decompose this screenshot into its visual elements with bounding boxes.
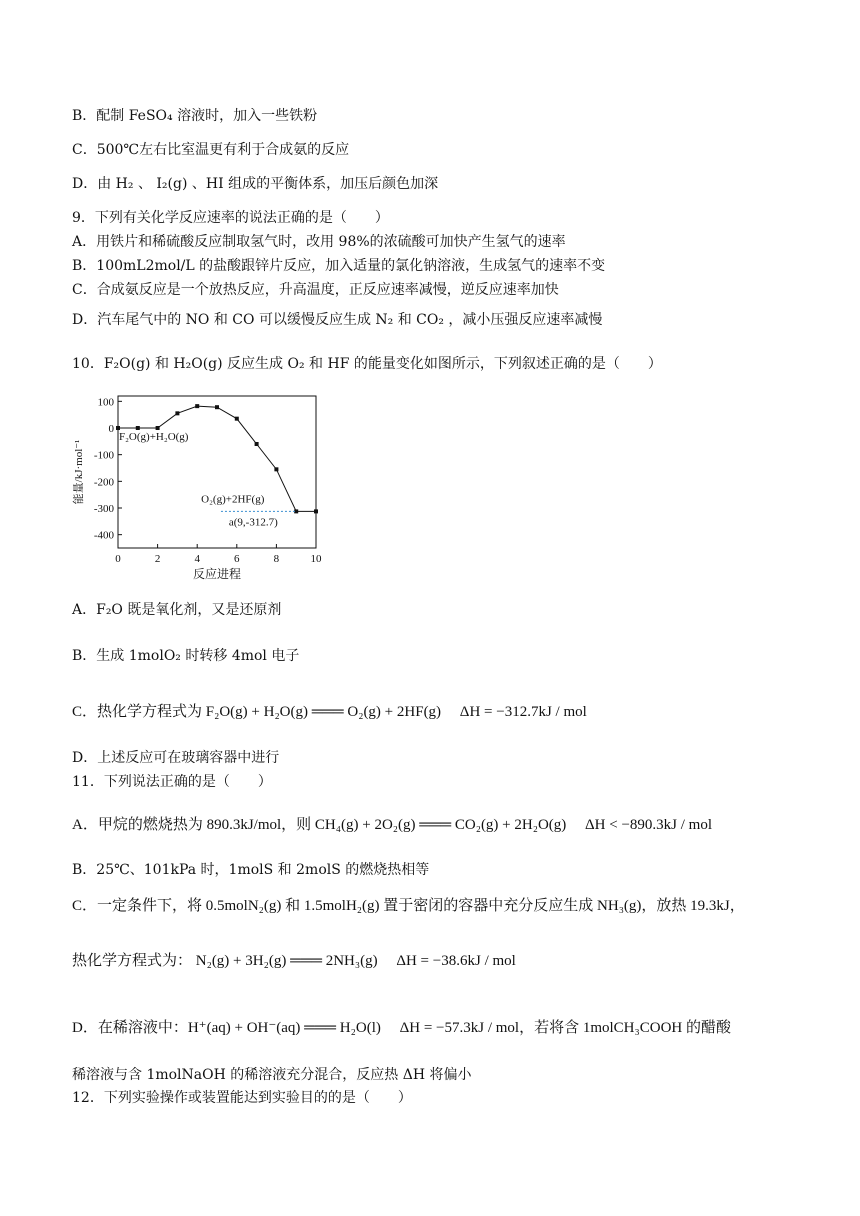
data-point: [215, 405, 219, 409]
question-10: 10．F₂O(g) 和 H₂O(g) 反应生成 O₂ 和 HF 的能量变化如图所示，下列叙述正确的是（ ）: [72, 356, 662, 372]
data-point: [156, 426, 160, 430]
y-axis-label: 能量/kJ·mol⁻¹: [73, 439, 85, 505]
data-point: [116, 426, 120, 430]
x-tick-label: 2: [154, 553, 161, 565]
option-c-q11-continued: 热化学方程式为： N₂(g) + 3H₂(g) ═══ 2NH₃(g) ΔH = −38.6kJ / mol: [72, 953, 516, 969]
question-12: 12．下列实验操作或装置能达到实验目的的是（ ）: [72, 1090, 412, 1106]
data-point: [175, 411, 179, 415]
option-c-q11: C．一定条件下，将 0.5molN₂(g) 和 1.5molH₂(g) 置于密闭的容器中充分反应生成 NH₃(g)，放热 19.3kJ，: [72, 898, 745, 914]
option-c-q9: C．合成氨反应是一个放热反应，升高温度，正反应速率减慢，逆反应速率加快: [72, 282, 559, 298]
option-d-q9: D．汽车尾气中的 NO 和 CO 可以缓慢反应生成 N₂ 和 CO₂ ，减小压强反应速率减慢: [72, 312, 603, 328]
option-a-q11: A．甲烷的燃烧热为 890.3kJ/mol，则 CH₄(g) + 2O₂(g) ═══ CO₂(g) + 2H₂O(g) ΔH < −890.3kJ / mol: [72, 817, 713, 833]
x-axis-label: 反应进程: [192, 567, 242, 581]
question-9: 9．下列有关化学反应速率的说法正确的是（ ）: [72, 210, 389, 226]
option-b-q8: B．配制 FeSO₄ 溶液时，加入一些铁粉: [72, 108, 318, 124]
data-point: [314, 509, 318, 513]
data-point: [136, 426, 140, 430]
option-d-q10: D．上述反应可在玻璃容器中进行: [72, 750, 280, 766]
y-tick-label: 0: [108, 423, 114, 435]
data-point: [235, 417, 239, 421]
option-a-q9: A．用铁片和稀硫酸反应制取氢气时，改用 98%的浓硫酸可加快产生氢气的速率: [72, 234, 566, 250]
data-point: [274, 467, 278, 471]
option-c-q10: C．热化学方程式为 F₂O(g) + H₂O(g) ═══ O₂(g) + 2HF(g) ΔH = −312.7kJ / mol: [72, 704, 587, 720]
x-tick-label: 10: [310, 553, 322, 565]
data-point: [255, 442, 259, 446]
option-d-q11-continued: 稀溶液与含 1molNaOH 的稀溶液充分混合，反应热 ΔH 将偏小: [72, 1067, 472, 1083]
x-tick-label: 8: [273, 553, 280, 565]
plot-frame: [118, 396, 316, 548]
option-c-q8: C．500℃左右比室温更有利于合成氨的反应: [72, 142, 350, 158]
y-tick-label: -300: [93, 503, 114, 515]
y-tick-label: -200: [93, 476, 114, 489]
option-b-q9: B．100mL2mol/L 的盐酸跟锌片反应，加入适量的氯化钠溶液，生成氢气的速率不变: [72, 258, 606, 274]
x-tick-label: 0: [115, 553, 121, 565]
end-label: O₂(g)+2HF(g): [201, 493, 265, 506]
y-tick-label: 100: [97, 396, 114, 409]
start-label: F₂O(g)+H₂O(g): [118, 431, 189, 443]
question-11: 11．下列说法正确的是（ ）: [72, 774, 272, 790]
option-d-q11: D．在稀溶液中：H⁺(aq) + OH⁻(aq) ═══ H₂O(l) ΔH = −57.3kJ / mol，若将含 1molCH₃COOH 的醋酸: [72, 1020, 731, 1036]
point-a-label: a(9,-312.7): [228, 516, 278, 529]
energy-profile-chart: [72, 388, 322, 588]
option-b-q11: B．25℃、101kPa 时，1molS 和 2molS 的燃烧热相等: [72, 862, 430, 878]
y-tick-label: -400: [93, 529, 114, 542]
option-a-q10: A．F₂O 既是氧化剂，又是还原剂: [72, 602, 282, 618]
y-tick-label: -100: [93, 449, 114, 462]
x-tick-label: 4: [194, 553, 200, 565]
x-tick-label: 6: [234, 553, 240, 565]
data-point: [195, 404, 199, 408]
option-d-q8: D．由 H₂ 、 I₂(g) 、HI 组成的平衡体系，加压后颜色加深: [72, 176, 439, 192]
option-b-q10: B．生成 1molO₂ 时转移 4mol 电子: [72, 648, 300, 664]
